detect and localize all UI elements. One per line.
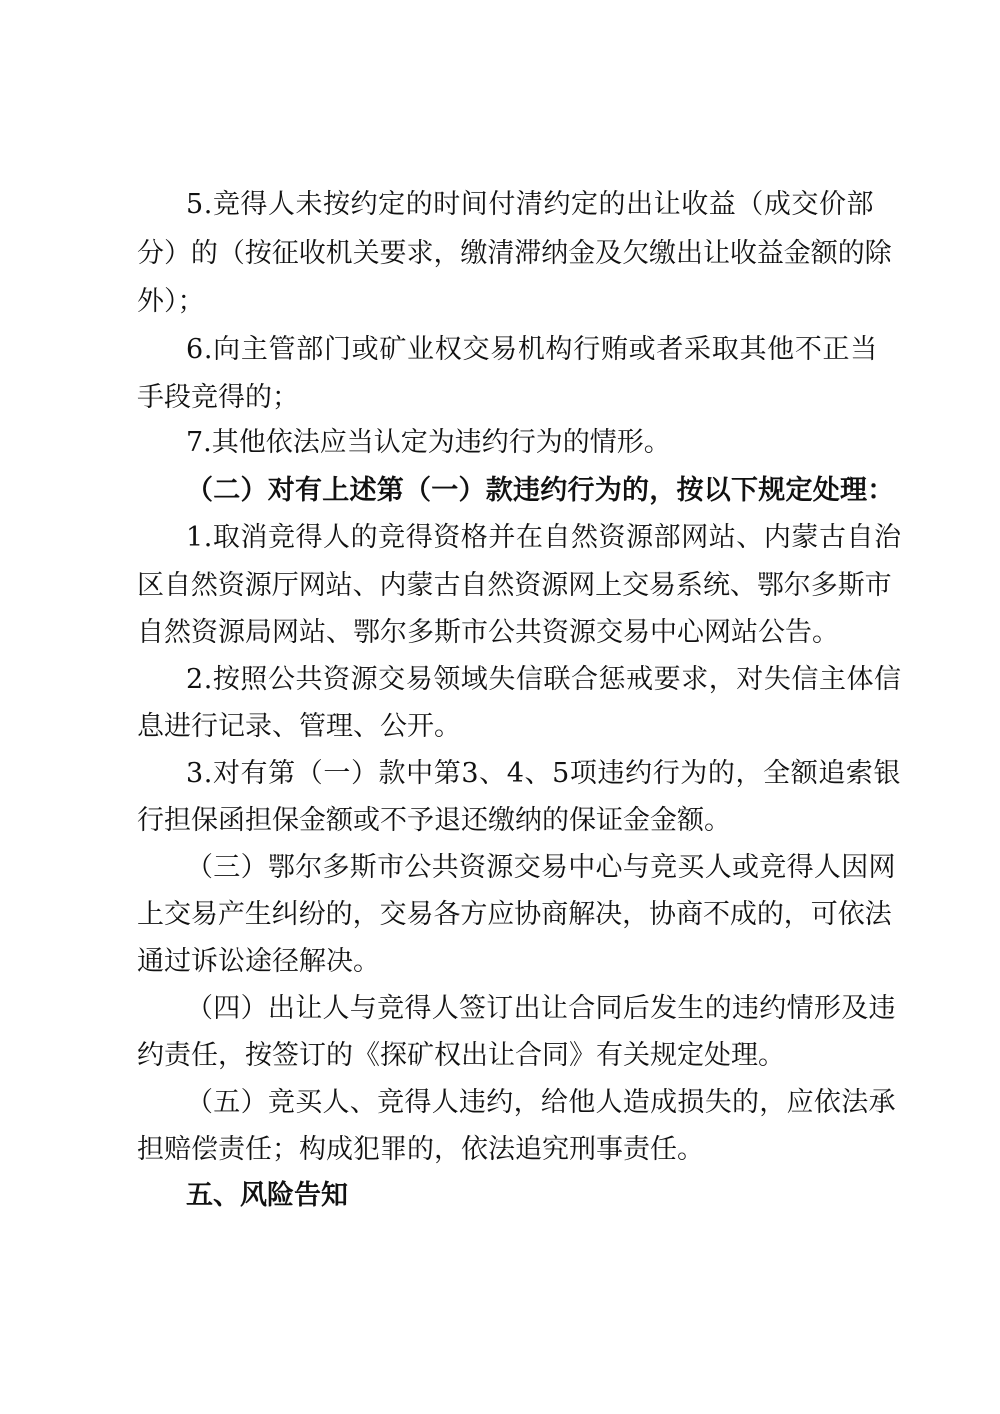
chapter-5-heading: 五、风险告知 <box>186 1180 348 1211</box>
section-4-line-2: 约责任，按签订的《探矿权出让合同》有关规定处理。 <box>137 1040 785 1071</box>
item-5-line-3: 外）； <box>137 286 205 317</box>
handling-3-line-1: 3.对有第（一）款中第3、4、5项违约行为的，全额追索银 <box>186 758 902 789</box>
section-3-line-2: 上交易产生纠纷的，交易各方应协商解决，协商不成的，可依法 <box>137 899 892 930</box>
item-7-line: 7.其他依法应当认定为违约行为的情形。 <box>186 427 671 458</box>
section-2-heading: （二）对有上述第（一）款违约行为的，按以下规定处理： <box>186 475 895 506</box>
handling-1-line-2: 区自然资源厅网站、内蒙古自然资源网上交易系统、鄂尔多斯市 <box>137 570 892 601</box>
handling-1-line-3: 自然资源局网站、鄂尔多斯市公共资源交易中心网站公告。 <box>137 617 839 648</box>
section-3-line-3: 通过诉讼途径解决。 <box>137 946 380 977</box>
item-6-line-2: 手段竞得的； <box>137 382 299 413</box>
item-6-line-1: 6.向主管部门或矿业权交易机构行贿或者采取其他不正当 <box>186 334 878 365</box>
section-5-line-2: 担赔偿责任；构成犯罪的，依法追究刑事责任。 <box>137 1134 704 1165</box>
handling-2-line-2: 息进行记录、管理、公开。 <box>137 711 461 742</box>
item-5-line-2: 分）的（按征收机关要求，缴清滞纳金及欠缴出让收益金额的除 <box>137 238 892 269</box>
section-4-line-1: （四）出让人与竞得人签订出让合同后发生的违约情形及违 <box>186 993 896 1024</box>
item-5-line-1: 5.竞得人未按约定的时间付清约定的出让收益（成交价部 <box>186 189 875 220</box>
handling-2-line-1: 2.按照公共资源交易领域失信联合惩戒要求，对失信主体信 <box>186 664 902 695</box>
handling-1-line-1: 1.取消竞得人的竞得资格并在自然资源部网站、内蒙古自治 <box>186 522 902 553</box>
section-5-line-1: （五）竞买人、竞得人违约，给他人造成损失的，应依法承 <box>186 1087 896 1118</box>
section-3-line-1: （三）鄂尔多斯市公共资源交易中心与竞买人或竞得人因网 <box>186 852 896 883</box>
handling-3-line-2: 行担保函担保金额或不予退还缴纳的保证金金额。 <box>137 805 731 836</box>
